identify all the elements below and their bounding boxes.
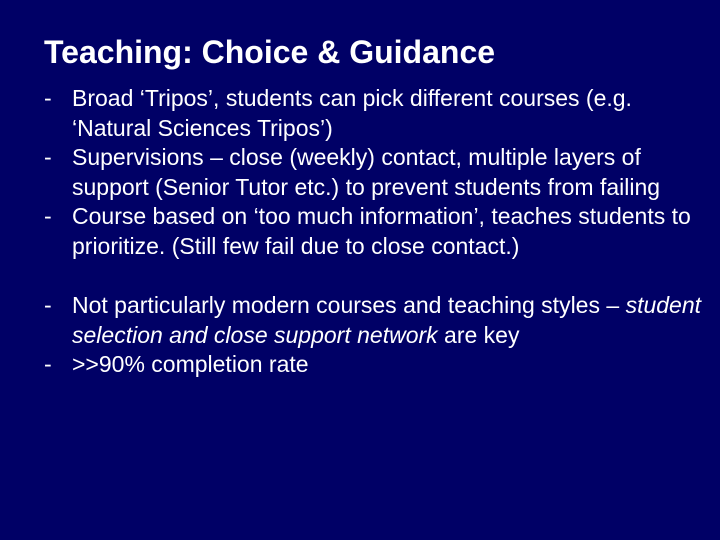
bullet-marker: - [44, 85, 52, 111]
bullet-item [44, 84, 704, 143]
bullet-text-pre: Not particularly modern courses and teaching styles – [72, 292, 626, 318]
bullet-marker: - [44, 292, 52, 318]
bullet-text: Broad ‘Tripos’, students can pick different courses (e.g. ‘Natural Sciences Tripos’) [72, 85, 632, 141]
bullet-marker: - [44, 144, 52, 170]
bullet-text-emphasis: student selection and close support network [72, 292, 702, 348]
bullet-text-post: are key [437, 321, 520, 348]
bullet-item [44, 350, 704, 380]
bullet-marker: - [44, 203, 52, 229]
bullet-text: Supervisions – close (weekly) contact, multiple layers of support (Senior Tutor etc.) to prevent students from failing [72, 144, 661, 200]
bullet-item [44, 143, 704, 202]
slide-title: Teaching: Choice & Guidance [44, 34, 496, 70]
list-spacer [44, 261, 704, 291]
bullet-marker: - [44, 351, 52, 377]
bullet-item [44, 202, 704, 261]
bullet-list [44, 84, 704, 380]
bullet-text: Course based on ‘too much information’, teaches students to prioritize. (Still few fail due to close contact.) [72, 203, 691, 259]
bullet-item [44, 291, 704, 350]
bullet-text: >>90% completion rate [72, 351, 309, 377]
